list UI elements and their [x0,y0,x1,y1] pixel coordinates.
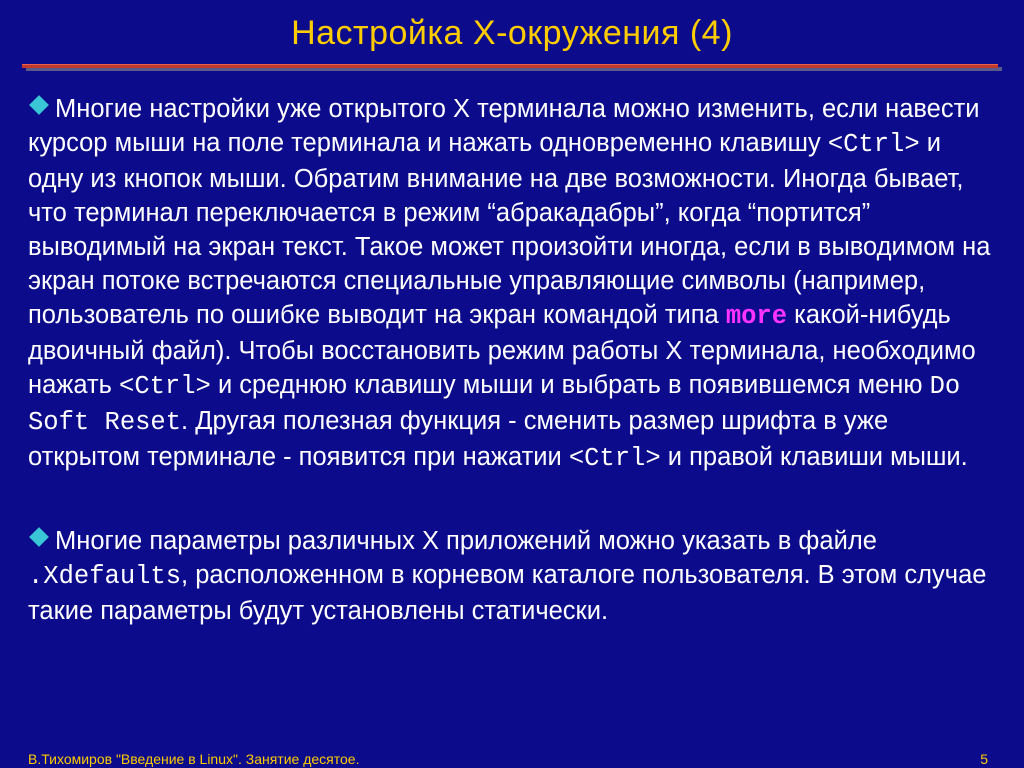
paragraph-1-text-5: . Другая полезная функция - сменить размер шрифта в уже открытом терминале - появится при нажатии [28,407,889,471]
paragraph-2 [28,524,1000,628]
paragraph-1-text-6: и правой клавиши мыши. [667,443,968,471]
ctrl-key-code-2: <Ctrl> [119,372,211,401]
footer-author: В.Тихомиров "Введение в Linux". Занятие десятое. [28,751,360,767]
paragraph-1 [28,92,1000,476]
slide-title: Настройка X-окружения (4) [291,14,733,52]
paragraph-2-text-1: Многие параметры различных X приложений можно указать в файле [55,527,877,555]
paragraph-1-text-1: Многие настройки уже открытого X терминала можно изменить, если навести курсор мыши на поле терминала и нажать одновременно клавишу [28,95,980,157]
soft-reset-menu-code: Do Soft Reset [28,372,961,437]
ctrl-key-code-3: <Ctrl> [568,444,661,473]
title-divider [22,63,1000,71]
ctrl-key-code-1: <Ctrl> [827,130,920,159]
more-command: more [725,302,788,331]
divider-line [22,64,998,68]
paragraph-2-text-2: , расположенном в корневом каталоге пользователя. В этом случае такие параметры будут установлены статически. [28,561,987,625]
diamond-bullet-icon [29,527,49,547]
paragraph-1-text-3: какой-нибудь двоичный файл). Чтобы восстановить режим работы X терминала, необходимо нажать [28,301,976,399]
slide-content [28,92,1000,628]
paragraph-1-text-2: и одну из кнопок мыши. Обратим внимание на две возможности. Иногда бывает, что терминал переключается в режим “абракадабры”, когда “портится” выводимый на экран текст. Такое может произойти иногда, если в выводимом на экран потоке встречаются специальные управляющие символы (например, пользователь по ошибке выводит на экран командой типа [28,129,991,329]
xdefaults-file-code: .Xdefaults [28,562,182,591]
paragraph-1-text-4: и среднюю клавишу мыши и выбрать в появившемся меню [217,371,923,399]
page-number: 5 [980,751,988,767]
diamond-bullet-icon [29,95,49,115]
